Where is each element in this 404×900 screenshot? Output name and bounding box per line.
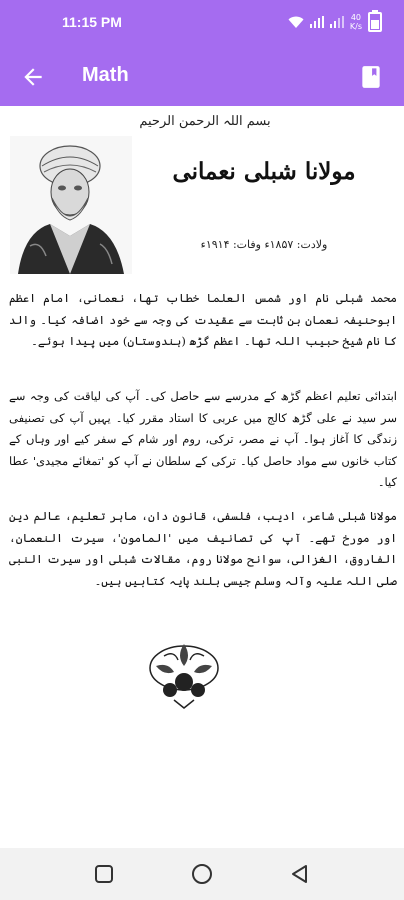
arrow-left-icon[interactable] xyxy=(20,64,46,90)
triangle-back-icon[interactable] xyxy=(288,862,312,886)
status-bar xyxy=(0,0,404,48)
status-icons xyxy=(288,12,382,32)
net-speed-unit: K/s xyxy=(349,22,362,31)
status-time: 11:15 PM xyxy=(62,14,122,30)
battery-icon xyxy=(368,12,382,32)
net-speed-value: 40 xyxy=(350,13,362,22)
floral-ornament xyxy=(144,638,224,710)
paragraph-education: ابتدائی تعلیم اعظم گڑھ کے مدرسے سے حاصل کی۔ آپ کی لیاقت کی وجہ سے سر سید نے علی گڑھ کالج میں عربی کا استاد مقرر کیا۔ یہیں آپ کی تصنیفی زندگی کا آغاز ہوا۔ آپ نے مصر، ترکی، روم اور شام کے سفر کیے اور وہاں کے کتاب خانوں سے مواد حاصل کیا۔ ترکی کے سلطان نے آپ کو 'تمغائے مجیدی' عطا کیا۔ xyxy=(9,389,397,489)
wifi-icon xyxy=(288,15,304,29)
author-name: مولانا شبلی نعمانی xyxy=(172,158,356,185)
paragraph-works: مولانا شبلی شاعر، ادیب، فلسفی، قانون دان، ماہر تعلیم، عالم دین اور مورخ تھے۔ آپ کی تصانیف میں 'المامون'، سیرت النعمان، الفاروق، الغزالی، سوانح مولانا روم، مقالات شبلی اور سیرت النبی صلی اللہ علیہ وآلہ وسلم جیسی بلند پایہ کتابیں ہیں۔ xyxy=(9,509,397,588)
signal-icon xyxy=(310,16,324,28)
author-dates: ولادت: ۱۸۵۷ء وفات: ۱۹۱۴ء xyxy=(200,238,328,251)
bismillah-calligraphy: بسم اللہ الرحمن الرحیم xyxy=(139,114,271,129)
app-bar xyxy=(0,48,404,106)
square-recents-icon[interactable] xyxy=(92,862,116,886)
system-nav-bar xyxy=(0,848,404,900)
article-content[interactable] xyxy=(0,106,404,848)
paragraph-intro: محمد شبلی نام اور شمس العلما خطاب تھا، نعمانی، امام اعظم ابوحنیفہ نعمان بن ثابت سے عقیدت کی وجہ سے خود اضافہ کیا۔ والد کا نام شیخ حبیب اللہ تھا۔ اعظم گڑھ (ہندوستان) میں پیدا ہوئے۔ xyxy=(9,291,397,348)
net-speed xyxy=(350,13,362,31)
signal-icon xyxy=(330,16,344,28)
portrait-image xyxy=(10,136,132,274)
book-icon[interactable] xyxy=(358,64,384,90)
circle-home-icon[interactable] xyxy=(190,862,214,886)
page-title: Math xyxy=(82,64,129,86)
